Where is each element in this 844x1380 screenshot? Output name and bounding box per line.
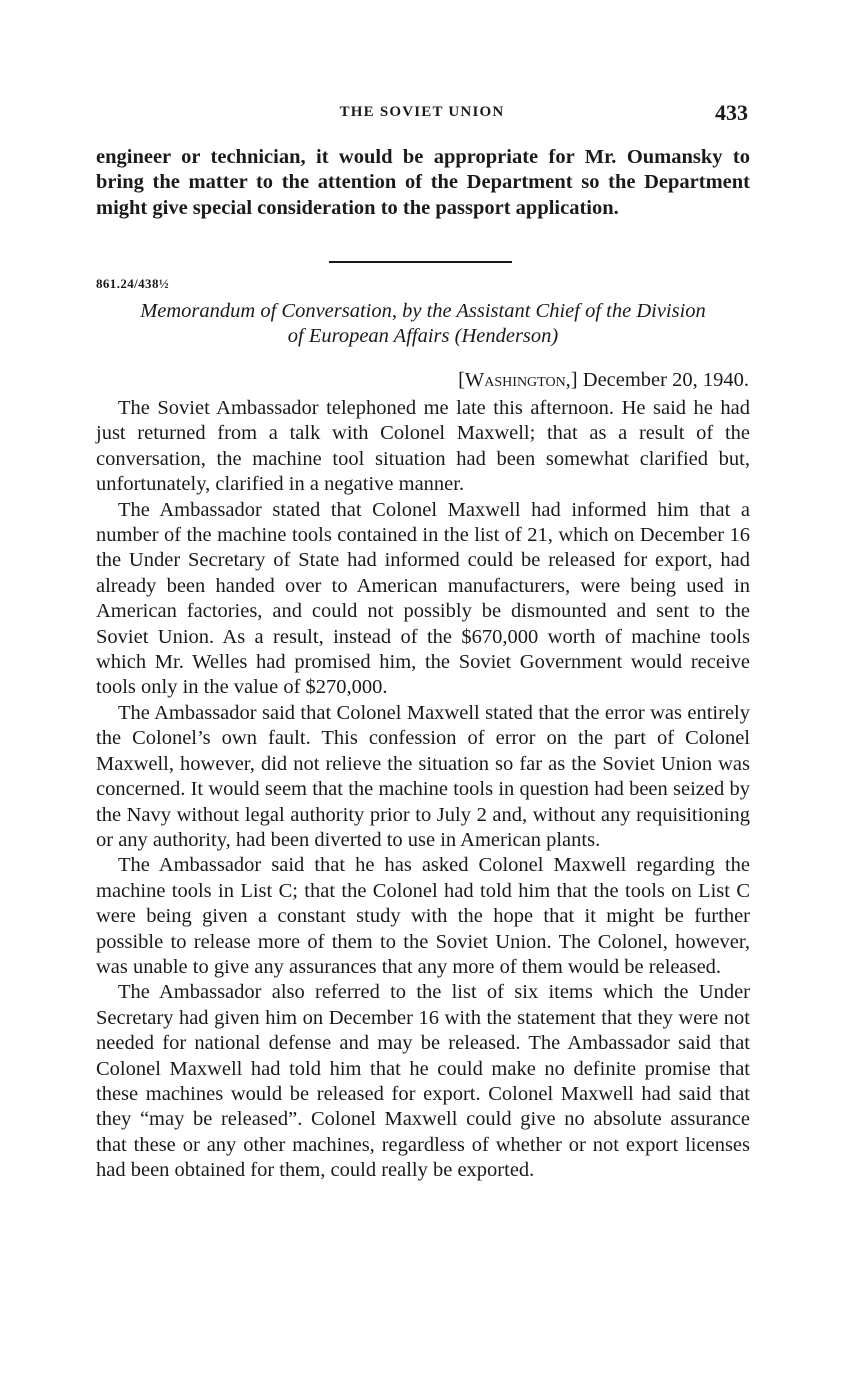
section-divider — [329, 261, 512, 263]
body-paragraph: The Ambassador stated that Colonel Maxwell had informed him that a number of the machine tools contained in the list of 21, which on December 16 the Under Secretary of State had informed could be released for export, had already been handed over to American manufacturers, were being used in American factories, and could not possibly be dismounted and sent to the Soviet Union. As a result, instead of the $670,000 worth of machine tools which Mr. Welles had promised him, the Soviet Government would receive tools only in the value of $270,000. — [96, 498, 750, 699]
body-paragraph: The Ambassador also referred to the list of six items which the Under Secretary had given him on December 16 with the statement that they were not needed for national defense and may be released. The Ambassador said that Colonel Maxwell had told him that he could make no definite promise that these machines would be released for export. Colonel Maxwell had said that they “may be released”. Colonel Maxwell could give no absolute assurance that these or any other machines, regardless of whether or not export licenses had been obtained for them, could really be exported. — [96, 981, 750, 1182]
continuation-paragraph: engineer or technician, it would be appropriate for Mr. Oumansky to bring the matter to the attention of the Department so the Department might give special consideration to the passport application. — [96, 146, 750, 219]
memorandum-body — [96, 396, 750, 1184]
running-header — [96, 100, 748, 130]
page-number: 433 — [715, 100, 748, 125]
document-title — [96, 299, 750, 349]
dateline-date: December 20, 1940. — [582, 369, 749, 391]
dateline-place: [Washington,] — [458, 369, 578, 391]
body-paragraph: The Soviet Ambassador telephoned me late this afternoon. He said he had just returned from a talk with Colonel Maxwell; that as a result of the conversation, the machine tool situation had been somewhat clarified but, unfortunately, clarified in a negative manner. — [96, 397, 750, 496]
file-reference: 861.24/438½ — [96, 276, 170, 291]
dateline — [458, 369, 749, 392]
body-paragraph: The Ambassador said that he has asked Colonel Maxwell regarding the machine tools in List C; that the Colonel had told him that the tools on List C were being given a constant study with the hope that it might be further possible to release more of them to the Soviet Union. The Colonel, however, was unable to give any assurances that any more of them would be released. — [96, 854, 750, 978]
document-title-line-1: Memorandum of Conversation, by the Assistant Chief of the Division — [140, 300, 706, 322]
document-title-line-2: of European Affairs (Henderson) — [287, 325, 559, 347]
running-title: THE SOVIET UNION — [339, 104, 505, 120]
body-paragraph: The Ambassador said that Colonel Maxwell stated that the error was entirely the Colonel’s own fault. This confession of error on the part of Colonel Maxwell, however, did not relieve the situation so far as the Soviet Union was concerned. It would seem that the machine tools in question had been seized by the Navy without legal authority prior to July 2 and, without any requisitioning or any authority, had been diverted to use in American plants. — [96, 701, 750, 851]
